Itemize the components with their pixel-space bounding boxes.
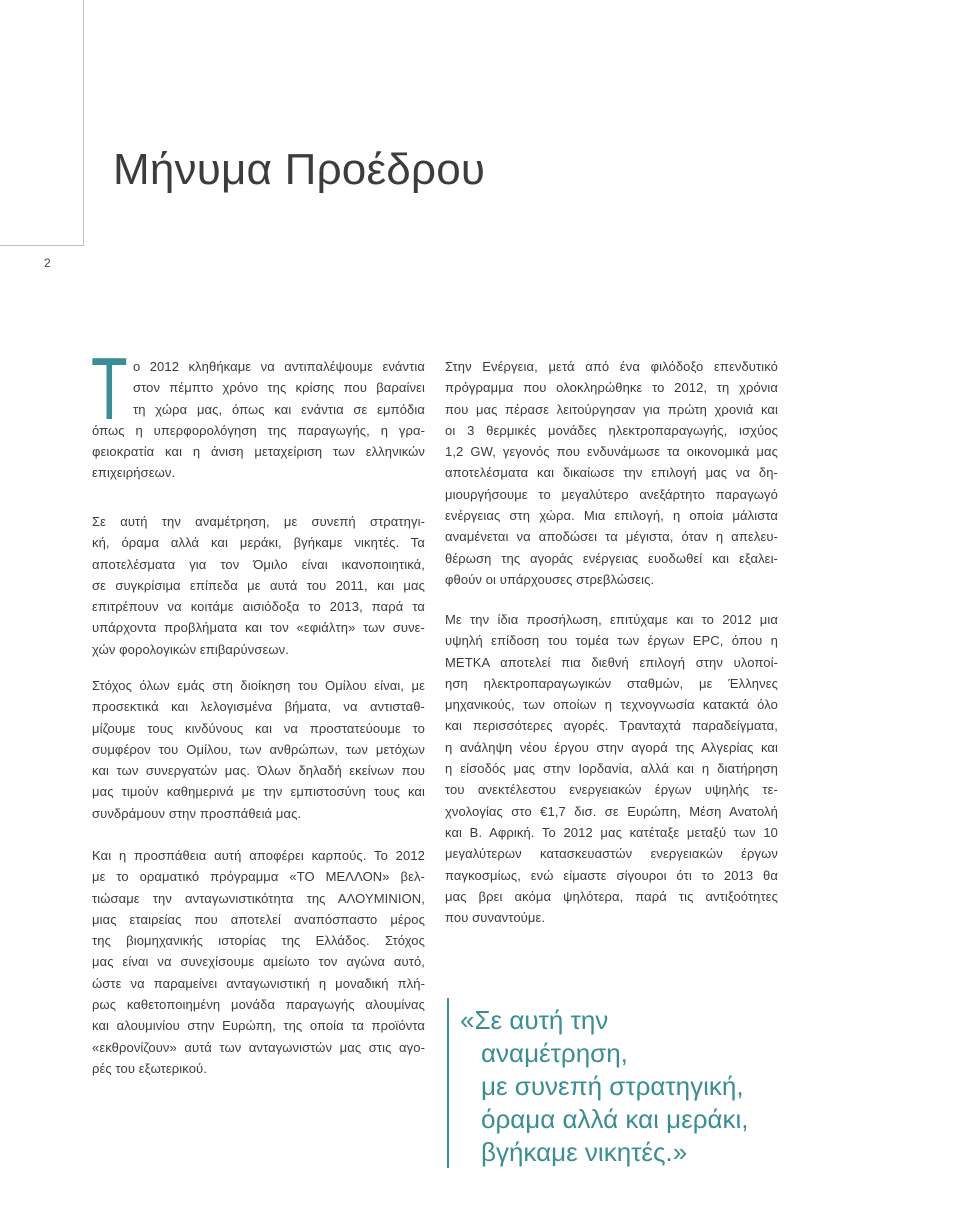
text-line: Με την ίδια προσήλωση, επιτύχαμε και το 2012 μια: [445, 612, 778, 627]
page-title: Μήνυμα Προέδρου: [113, 145, 486, 194]
text-line: μεγαλύτερων κατασκευαστών ενεργειακών έργων: [445, 846, 778, 862]
text-line: μας είναι να συνεχίσουμε αμείωτο τον αγώνα αυτό,: [92, 954, 425, 970]
left-paragraph-2: [92, 511, 425, 660]
text-line: κή, όραμα αλλά και μεράκι, βγήκαμε νικητές. Τα: [92, 535, 425, 551]
text-line: Στόχος όλων εμάς στη διοίκηση του Ομίλου είναι, με: [92, 678, 425, 693]
text-line: πρόγραμμα που ολοκληρώθηκε το 2012, τη χρόνια: [445, 380, 778, 396]
text-line: υψηλή επίδοση του τομέα των έργων EPC, όπου η: [445, 633, 778, 649]
text-line: η ανάληψη νέου έργου στην αγορά της Αλγερίας και: [445, 739, 778, 755]
text-line: προσεκτικά και λελογισμένα βήματα, να αντισταθ-: [92, 699, 425, 715]
text-line: μας τιμούν καθημερινά με την εμπιστοσύνη τους και: [92, 784, 425, 800]
text-line: στον πέμπτο χρόνο της κρίσης που βαραίνει: [133, 380, 425, 396]
left-paragraph-3: [92, 675, 425, 824]
text-line: της βιομηχανικής ιστορίας της Ελλάδος. Στόχος: [92, 933, 425, 949]
text-line: ρές του εξωτερικού.: [92, 1060, 207, 1076]
left-paragraph-1: [92, 356, 425, 484]
pull-quote: [460, 1004, 749, 1169]
pull-quote-line: βγήκαμε νικητές.»: [481, 1137, 688, 1167]
right-paragraph-2: [445, 609, 778, 928]
text-line: ο 2012 κληθήκαμε να αντιπαλέψουμε ενάντια: [133, 359, 425, 374]
pull-quote-line: αναμέτρηση,: [481, 1038, 628, 1068]
text-line: 1,2 GW, γεγονός που ενδυνάμωσε τα οικονομικά μας: [445, 444, 778, 460]
pull-quote-rule: [447, 998, 449, 1168]
page-number: 2: [44, 256, 51, 270]
margin-rule-vertical: [83, 0, 84, 246]
text-line: θέρωση της αγοράς ενέργειας ευοδωθεί και εξαλει-: [445, 550, 778, 566]
text-line: Στην Ενέργεια, μετά από ένα φιλόδοξο επενδυτικό: [445, 359, 778, 374]
text-line: αποτελέσματα για τον Όμιλο είναι ικανοποιητικά,: [92, 556, 425, 572]
margin-rule-horizontal: [0, 245, 84, 246]
text-line: χών φορολογικών επιβαρύνσεων.: [92, 641, 289, 657]
right-paragraph-1: [445, 356, 778, 590]
text-line: και περισσότερες αγορές. Τρανταχτά παραδείγματα,: [445, 718, 778, 734]
text-line: ΜΕΤΚΑ αποτελεί πια διεθνή επιλογή στην υλοποί-: [445, 654, 778, 670]
text-line: συνδράμουν στην προσπάθειά μας.: [92, 805, 302, 821]
left-paragraph-4: [92, 845, 425, 1079]
text-line: και Β. Αφρική. Το 2012 μας κατέταξε μεταξύ των 10: [445, 824, 778, 840]
text-line: και των συνεργατών μας. Όλων δηλαδή εκείνων που: [92, 763, 425, 779]
text-line: τιώσαμε την ανταγωνιστικότητα της ΑΛΟΥΜΙΝΙΟΝ,: [92, 890, 425, 906]
pull-quote-line: όραμα αλλά και μεράκι,: [481, 1104, 749, 1134]
text-line: η είσοδός μας στην Ιορδανία, αλλά και η διατήρηση: [445, 761, 778, 777]
text-line: με το οραματικό πρόγραμμα «ΤΟ ΜΕΛΛΟΝ» βελ-: [92, 869, 425, 885]
text-line: ενέργειας στη χώρα. Μια επιλογή, η οποία μάλιστα: [445, 508, 778, 524]
text-line: φειοκρατία και η άνιση μεταχείριση των ελληνικών: [92, 444, 425, 460]
text-line: φθούν οι υπάρχουσες στρεβλώσεις.: [445, 571, 655, 587]
text-line: υπάρχοντα προβλήματα και τον «εφιάλτη» των συνε-: [92, 620, 425, 636]
text-line: που συναντούμε.: [445, 910, 546, 926]
text-line: του ανεκτέλεστου ενεργειακών έργων υψηλής τε-: [445, 782, 778, 798]
text-line: συμφέρον του Ομίλου, των ανθρώπων, των μετόχων: [92, 741, 425, 757]
text-line: επιτρέπουν να κοιτάμε αισιόδοξα το 2013, παρά τα: [92, 599, 425, 615]
text-line: ώστε να παραμείνει ανταγωνιστική η μοναδική πλή-: [92, 975, 425, 991]
text-line: μίζουμε τους κινδύνους και να προστατεύουμε το: [92, 720, 425, 736]
text-line: χνολογίας στο €1,7 δισ. σε Ευρώπη, Μέση Ανατολή: [445, 803, 778, 819]
text-line: σε συγκρίσιμα επίπεδα με αυτά του 2011, και μας: [92, 577, 425, 593]
text-line: ρως καθετοποιημένη μονάδα παραγωγής αλουμίνας: [92, 997, 425, 1013]
text-line: μας βρει ακόμα ψηλότερα, παρά τις αντιξοότητες: [445, 888, 778, 904]
text-line: οι 3 θερμικές μονάδες ηλεκτροπαραγωγής, ισχύος: [445, 422, 778, 438]
text-line: επιχειρήσεων.: [92, 465, 176, 481]
text-line: αναμένεται να αποδώσει τα μέγιστα, όταν η απελευ-: [445, 529, 778, 545]
text-line: μιουργήσουμε το μεγαλύτερο ανεξάρτητο παραγωγό: [445, 486, 778, 502]
text-line: και αλουμινίου στην Ευρώπη, της οποία τα προϊόντα: [92, 1018, 425, 1034]
text-line: όπως η υπερφορολόγηση της παραγωγής, η γρα-: [92, 422, 425, 438]
drop-cap: Τ: [91, 339, 128, 438]
text-line: Και η προσπάθεια αυτή αποφέρει καρπούς. Το 2012: [92, 848, 425, 863]
text-line: αποτελέσματα και δικαίωσε την επιλογή μας να δη-: [445, 465, 778, 481]
pull-quote-line: «Σε αυτή την: [460, 1005, 609, 1035]
text-line: μιας εταιρείας που αποτελεί αναπόσπαστο μέρος: [92, 911, 425, 927]
text-line: Σε αυτή την αναμέτρηση, με συνεπή στρατηγι-: [92, 514, 425, 529]
text-line: που μας πέρασε λειτούργησαν για πρώτη χρονιά και: [445, 401, 778, 417]
text-line: «εκθρονίζουν» αυτά των ανταγωνιστών μας στις αγο-: [92, 1039, 425, 1055]
text-line: παγκοσμίως, ενώ είμαστε σίγουροι ότι το 2013 θα: [445, 867, 778, 883]
pull-quote-line: με συνεπή στρατηγική,: [481, 1071, 744, 1101]
text-line: μηχανικούς, των οποίων η τεχνογνωσία κατακτά όλο: [445, 697, 778, 713]
text-line: τη χώρα μας, όπως και ενάντια σε εμπόδια: [133, 401, 425, 417]
text-line: ηση ηλεκτροπαραγωγικών σταθμών, με Έλληνες: [445, 675, 778, 691]
